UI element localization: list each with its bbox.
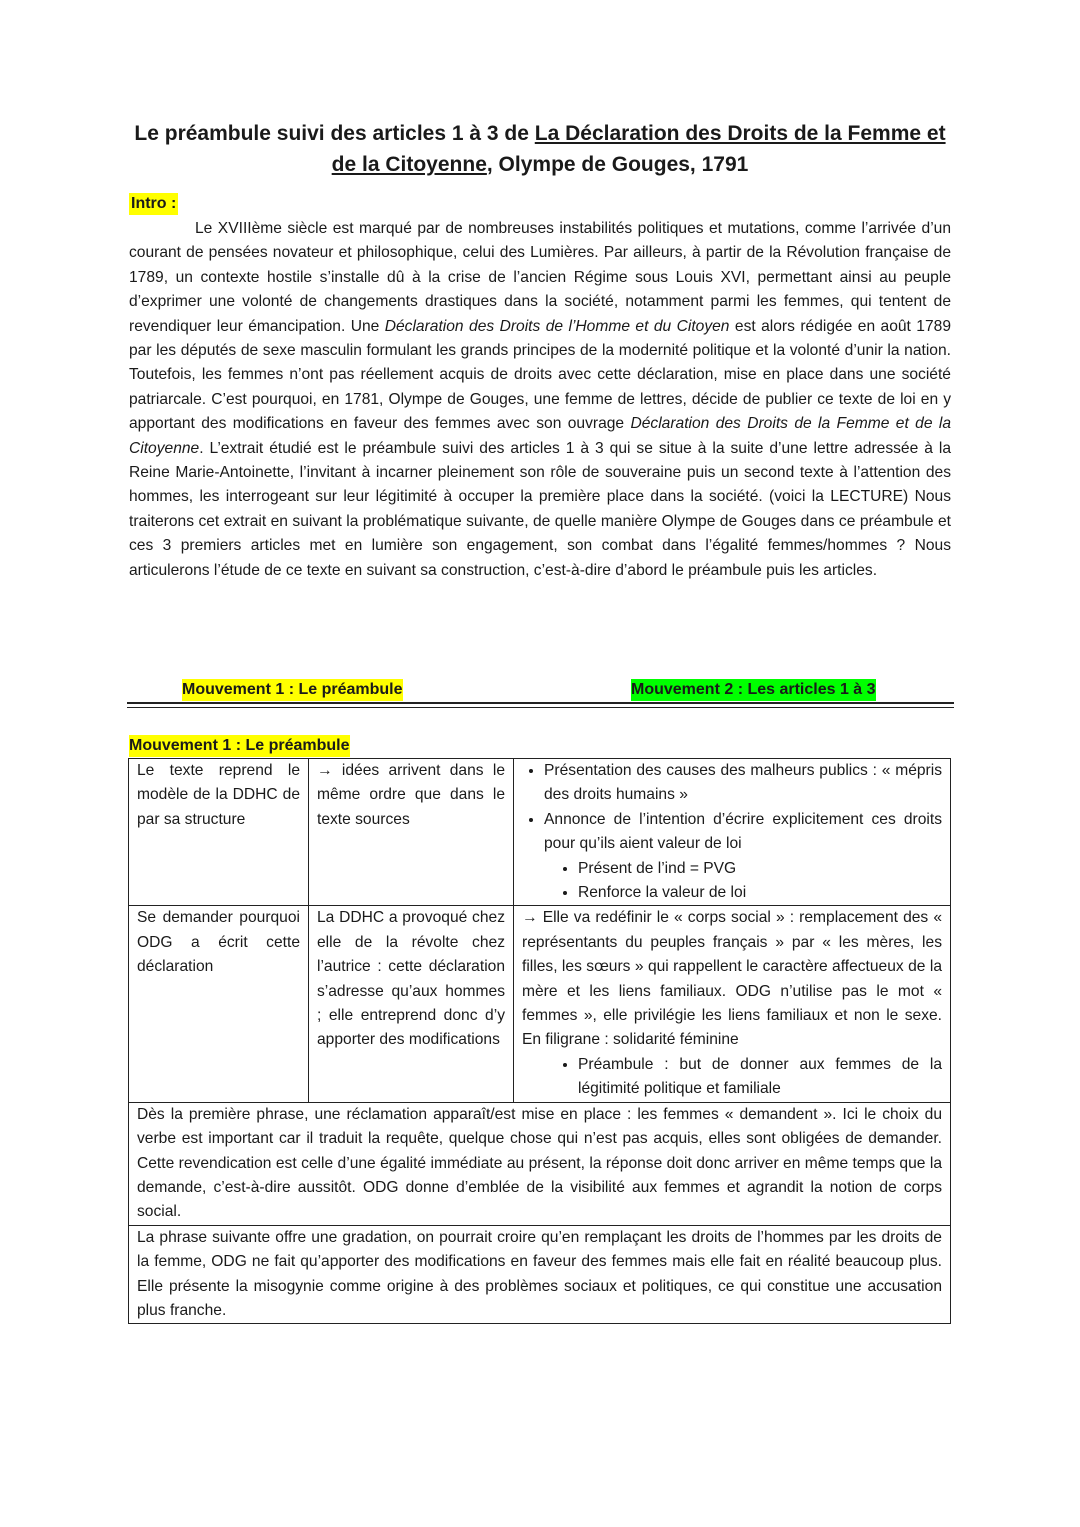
sub-bullet-list bbox=[522, 857, 942, 906]
bullet-list bbox=[522, 759, 942, 857]
sub-bullet-list bbox=[522, 1053, 942, 1102]
list-item: • Annonce de l’intention d’écrire explicitement ces droits pour qu’ils aient valeur de loi bbox=[544, 808, 942, 857]
table-cell: La DDHC a provoqué chez elle de la révolte chez l’autrice : cette déclaration s’adresse qu’aux hommes ; elle entreprend donc d’y apporter des modifications bbox=[309, 906, 514, 1102]
title-work-name: La Déclaration des Droits de la Femme et de la Citoyenne bbox=[331, 122, 946, 176]
table-cell-wide: La phrase suivante offre une gradation, on pourrait croire qu’en remplaçant les droits de l’hommes par les droits de la femme, ODG ne fait qu’apporter des modifications en faveur des femmes mais elle fait en réalité beaucoup plus. Elle présente la misogynie comme origine à des problèmes sociaux et politiques, ce qui constitue une accusation plus franche. bbox=[129, 1225, 951, 1324]
title-part1: Le préambule suivi des articles 1 à 3 de bbox=[134, 122, 535, 145]
table-cell bbox=[514, 906, 951, 1102]
list-item: • Présentation des causes des malheurs publics : « mépris des droits humains » bbox=[544, 759, 942, 808]
intro-label: Intro : bbox=[129, 193, 178, 215]
intro-paragraph bbox=[129, 217, 951, 583]
table-cell: Le texte reprend le modèle de la DDHC de par sa structure bbox=[129, 759, 309, 906]
table-cell bbox=[514, 759, 951, 906]
list-item: • Renforce la valeur de loi bbox=[578, 881, 942, 905]
table-cell: Se demander pourquoi ODG a écrit cette déclaration bbox=[129, 906, 309, 1102]
table-row bbox=[129, 906, 951, 1102]
intro-text-2: est alors rédigée en août 1789 par les députés de sexe masculin formulant les grands principes de la modernité politique et la volonté d’unir la nation. Toutefois, les femmes n’ont pas réellement acquis de droits avec cette déclaration, mise en place dans une société patriarcale. C’est pourquoi, en 1781, Olympe de Gouges, une femme de lettres, décide de publier ce texte de loi en y apportant des modifications en faveur des femmes avec son ouvrage bbox=[129, 317, 951, 433]
table-row bbox=[129, 1102, 951, 1225]
table-row bbox=[129, 1225, 951, 1324]
list-item: • Présent de l’ind = PVG bbox=[578, 857, 942, 881]
movement-1-heading: Mouvement 1 : Le préambule bbox=[182, 679, 403, 701]
document-title bbox=[120, 118, 960, 180]
intro-text-3: . L’extrait étudié est le préambule suivi des articles 1 à 3 qui se situe à la suite d’une lettre adressée à la Reine Marie-Antoinette, l’invitant à incarner pleinement son rôle de souveraine puis un second texte à l’attention des hommes, les interrogeant sur leur légitimité à occuper la première place dans la société. (voici la LECTURE) Nous traiterons cet extrait en suivant la problématique suivante, de quelle manière Olympe de Gouges dans ce préambule et ces 3 premiers articles met en lumière son engagement, son combat dans l’égalité femmes/hommes ? Nous articulerons l’étude de ce texte en suivant sa construction, c’est-à-dire d’abord le préambule puis les articles. bbox=[129, 439, 951, 579]
intro-italic-ddfc: Déclaration des Droits de la Femme et de la Citoyenne bbox=[129, 415, 951, 457]
table-row bbox=[129, 759, 951, 906]
intro-text-1: Le XVIIIème siècle est marqué par de nombreuses instabilités politiques et mutations, comme l’arrivée d’un courant de pensées novateur et philosophique, celui des Lumières. Par ailleurs, à partir de la Révolution française de 1789, un contexte hostile s’installe dû à la crise de l’ancien Régime sous Louis XVI, permettant ainsi au peuple d’exprimer une volonté de changements drastiques dans la société, notamment parmi les femmes, qui tentent de revendiquer leur émancipation. Une bbox=[129, 220, 951, 335]
divider-thick bbox=[127, 702, 954, 704]
intro-italic-ddhc: Déclaration des Droits de l’Homme et du Citoyen bbox=[384, 317, 730, 335]
divider-thin bbox=[127, 707, 954, 708]
movement-2-heading: Mouvement 2 : Les articles 1 à 3 bbox=[631, 679, 876, 701]
section-label: Mouvement 1 : Le préambule bbox=[129, 735, 350, 757]
table-cell: → idées arrivent dans le même ordre que dans le texte sources bbox=[309, 759, 514, 906]
analysis-table bbox=[128, 758, 951, 1324]
list-item: • Préambule : but de donner aux femmes de la légitimité politique et familiale bbox=[578, 1053, 942, 1102]
cell-text: → Elle va redéfinir le « corps social » : remplacement des « représentants du peuples français » par « les mères, les filles, les sœurs » qui rappellent le caractère affectueux de la mère et les liens familiaux. ODG n’utilise pas le mot « femmes », elle privilégie les liens familiaux et non le sexe. En filigrane : solidarité féminine bbox=[522, 909, 942, 1049]
table-cell-wide: Dès la première phrase, une réclamation apparaît/est mise en place : les femmes « demandent ». Ici le choix du verbe est important car il traduit la requête, quelque chose qui n’est pas acquis, elles sont obligées de demander. Cette revendication est celle d’une égalité immédiate au présent, la réponse doit donc arriver en même temps que la demande, c’est-à-dire aussitôt. ODG donne d’emblée de la visibilité aux femmes et agrandit la notion de corps social. bbox=[129, 1102, 951, 1225]
title-part2: , Olympe de Gouges, 1791 bbox=[486, 153, 749, 176]
